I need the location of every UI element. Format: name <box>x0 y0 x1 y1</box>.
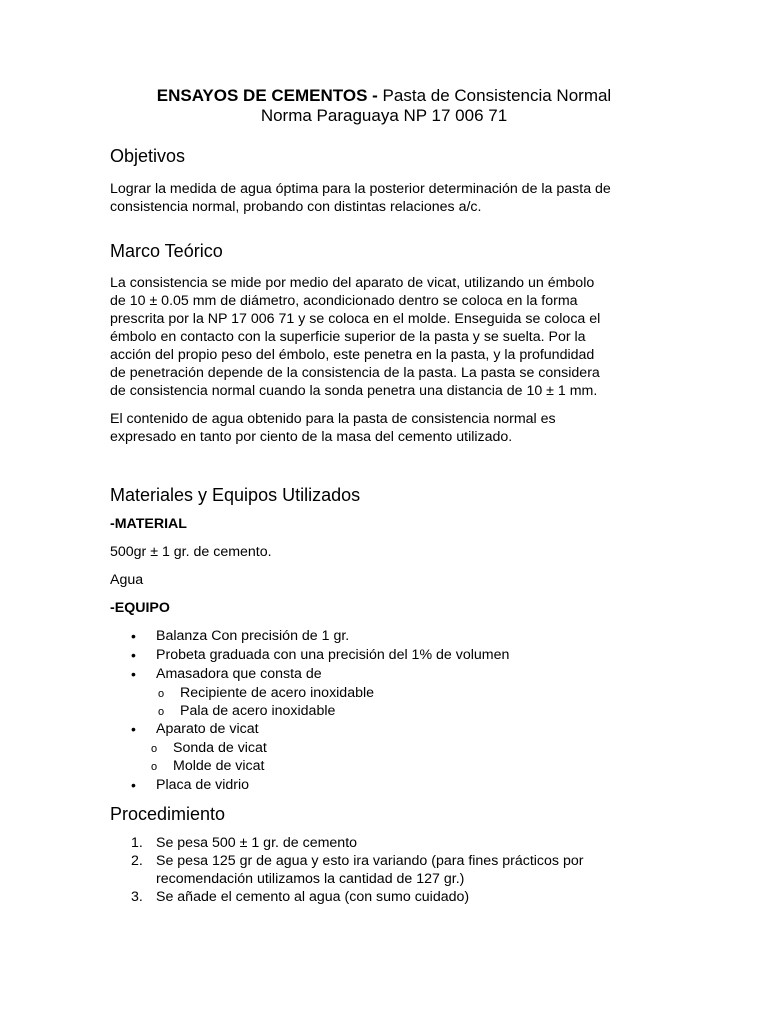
marco-p2-line-1: El contenido de agua obtenido para la pasta de consistencia normal es <box>110 411 556 427</box>
bullet-icon: • <box>131 666 136 682</box>
objetivos-line-1: Lograr la medida de agua óptima para la posterior determinación de la pasta de <box>110 181 611 197</box>
document-title <box>0 86 768 106</box>
marco-p1-line-4: émbolo en contacto con la superficie superior de la pasta y se suelta. Por la <box>110 329 586 345</box>
marco-p1-line-5: acción del propio peso del émbolo, este penetra en la pasta, y la profundidad <box>110 347 595 363</box>
marco-p1-line-1: La consistencia se mide por medio del aparato de vicat, utilizando un émbolo <box>110 275 595 291</box>
title-bold: ENSAYOS DE CEMENTOS - <box>156 86 378 105</box>
equipo-item-probeta: Probeta graduada con una precisión del 1% de volumen <box>156 647 510 663</box>
step-number: 2. <box>131 853 143 869</box>
step-3-text: Se añade el cemento al agua (con sumo cuidado) <box>156 889 470 905</box>
step-2-text: Se pesa 125 gr de agua y esto ira variando (para fines prácticos por <box>156 853 584 869</box>
marco-p1-line-2: de 10 ± 0.05 mm de diámetro, acondicionado dentro se coloca en la forma <box>110 293 578 309</box>
sub-bullet-icon: o <box>158 706 165 718</box>
bullet-icon: • <box>131 647 136 663</box>
bullet-icon: • <box>131 628 136 644</box>
equipo-subitem-pala: Pala de acero inoxidable <box>180 703 336 719</box>
marco-p1-line-7: de consistencia normal cuando la sonda penetra una distancia de 10 ± 1 mm. <box>110 383 598 399</box>
equipo-item-placa: Placa de vidrio <box>156 777 250 793</box>
section-heading-procedimiento: Procedimiento <box>110 804 226 824</box>
step-number: 1. <box>131 835 143 851</box>
title-rest: Pasta de Consistencia Normal <box>377 86 612 105</box>
equipo-label: -EQUIPO <box>110 600 170 616</box>
marco-p1-line-6: de penetración depende de la consistencia de la pasta. La pasta se considera <box>110 365 600 381</box>
step-1-text: Se pesa 500 ± 1 gr. de cemento <box>156 835 358 851</box>
equipo-subitem-recipiente: Recipiente de acero inoxidable <box>180 685 375 701</box>
material-label: -MATERIAL <box>110 516 187 532</box>
equipo-item-balanza: Balanza Con precisión de 1 gr. <box>156 628 350 644</box>
equipo-item-amasadora: Amasadora que consta de <box>156 666 322 682</box>
section-heading-materiales: Materiales y Equipos Utilizados <box>110 485 361 505</box>
bullet-icon: • <box>131 721 136 737</box>
section-heading-marco-teorico: Marco Teórico <box>110 241 223 261</box>
section-heading-objetivos: Objetivos <box>110 146 186 166</box>
equipo-subitem-molde: Molde de vicat <box>173 758 265 774</box>
sub-bullet-icon: o <box>151 743 158 755</box>
material-item-agua: Agua <box>110 572 144 588</box>
equipo-item-aparato-vicat: Aparato de vicat <box>156 721 259 737</box>
bullet-icon: • <box>131 777 136 793</box>
sub-bullet-icon: o <box>151 761 158 773</box>
material-item-cemento: 500gr ± 1 gr. de cemento. <box>110 544 272 560</box>
marco-p2-line-2: expresado en tanto por ciento de la masa del cemento utilizado. <box>110 429 513 445</box>
marco-p1-line-3: prescrita por la NP 17 006 71 y se coloca en el molde. Enseguida se coloca el <box>110 311 601 327</box>
objetivos-line-2: consistencia normal, probando con distintas relaciones a/c. <box>110 199 482 215</box>
document-subtitle: Norma Paraguaya NP 17 006 71 <box>260 106 508 125</box>
sub-bullet-icon: o <box>158 688 165 700</box>
step-number: 3. <box>131 889 143 905</box>
step-2-text-cont: recomendación utilizamos la cantidad de 127 gr.) <box>156 871 465 887</box>
equipo-subitem-sonda: Sonda de vicat <box>173 740 267 756</box>
